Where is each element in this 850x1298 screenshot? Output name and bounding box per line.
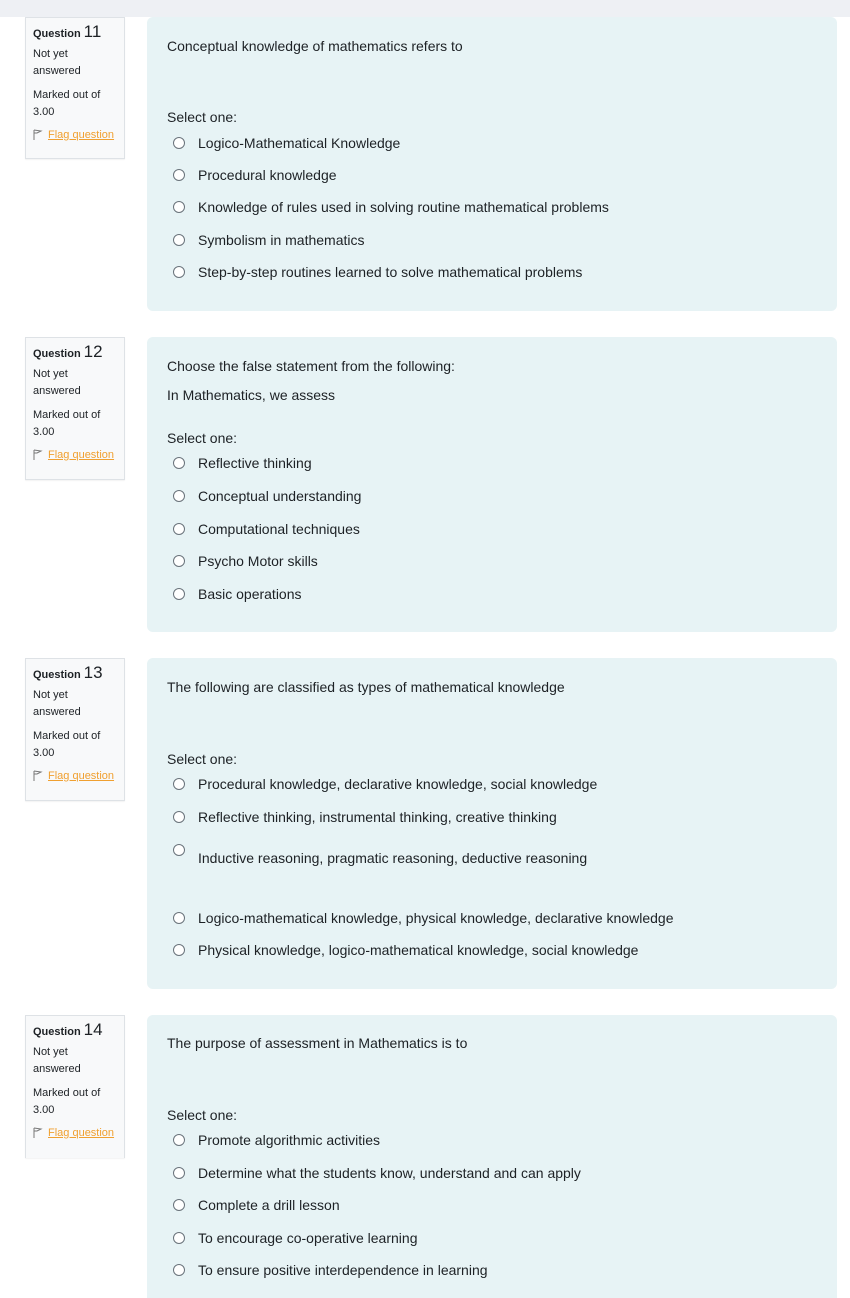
radio-button[interactable] (173, 811, 185, 823)
radio-button[interactable] (173, 944, 185, 956)
answer-option[interactable]: Procedural knowledge (173, 167, 337, 183)
flag-question[interactable] (33, 128, 117, 142)
answer-option[interactable]: Conceptual understanding (173, 488, 361, 504)
question-state: Not yet answered (33, 48, 81, 77)
answer-option[interactable]: To ensure positive interdependence in learning (173, 1262, 488, 1278)
answer-option[interactable]: Symbolism in mathematics (173, 232, 365, 248)
answer-option[interactable]: Logico-Mathematical Knowledge (173, 135, 400, 151)
answer-option[interactable]: Procedural knowledge, declarative knowledge, social knowledge (173, 776, 597, 792)
flag-question-link[interactable]: Flag question (48, 1127, 115, 1139)
select-one-prompt: Select one: (167, 109, 238, 125)
answer-option[interactable]: Reflective thinking, instrumental thinking, creative thinking (173, 809, 557, 825)
select-one-prompt: Select one: (167, 430, 238, 446)
flag-icon (33, 129, 43, 141)
question-text: Conceptual knowledge of mathematics refers to (167, 38, 463, 54)
radio-button[interactable] (173, 912, 185, 924)
radio-button[interactable] (173, 1134, 185, 1146)
answer-option[interactable]: Computational techniques (173, 521, 360, 537)
answer-option[interactable]: Psycho Motor skills (173, 553, 318, 569)
radio-button[interactable] (173, 1199, 185, 1211)
flag-icon (33, 449, 43, 461)
answer-option[interactable]: Step-by-step routines learned to solve mathematical problems (173, 264, 582, 280)
answer-option[interactable]: Knowledge of rules used in solving routine mathematical problems (173, 199, 609, 215)
question-grade: Marked out of 3.00 (33, 730, 101, 759)
radio-button[interactable] (173, 588, 185, 600)
question-grade: Marked out of 3.00 (33, 89, 101, 118)
select-one-prompt: Select one: (167, 1107, 238, 1123)
answer-option[interactable]: Promote algorithmic activities (173, 1132, 380, 1148)
question-state: Not yet answered (33, 368, 81, 397)
question-state: Not yet answered (33, 689, 81, 718)
question-number: Question 14 (33, 1020, 103, 1039)
question-state: Not yet answered (33, 1046, 81, 1075)
question-content (147, 1015, 837, 1298)
question-subtext: In Mathematics, we assess (167, 387, 336, 403)
top-bar (0, 0, 850, 17)
question-grade: Marked out of 3.00 (33, 409, 101, 438)
radio-button[interactable] (173, 523, 185, 535)
radio-button[interactable] (173, 169, 185, 181)
question-info (25, 337, 125, 480)
question-number: Question 12 (33, 342, 103, 361)
radio-button[interactable] (173, 778, 185, 790)
question-info (25, 658, 125, 801)
answer-option[interactable]: Determine what the students know, understand and can apply (173, 1165, 581, 1181)
answer-option[interactable]: Inductive reasoning, pragmatic reasoning, deductive reasoning (173, 844, 587, 866)
select-one-prompt: Select one: (167, 751, 238, 767)
radio-button[interactable] (173, 137, 185, 149)
answer-option[interactable]: To encourage co-operative learning (173, 1230, 417, 1246)
radio-button[interactable] (173, 201, 185, 213)
radio-button[interactable] (173, 234, 185, 246)
answer-option[interactable]: Reflective thinking (173, 455, 312, 471)
radio-button[interactable] (173, 555, 185, 567)
radio-button[interactable] (173, 490, 185, 502)
radio-button[interactable] (173, 1264, 185, 1276)
flag-question-link[interactable]: Flag question (48, 129, 115, 141)
flag-question[interactable] (33, 1126, 117, 1140)
answer-option[interactable]: Logico-mathematical knowledge, physical knowledge, declarative knowledge (173, 910, 674, 926)
radio-button[interactable] (173, 844, 185, 856)
flag-icon (33, 1127, 43, 1139)
radio-button[interactable] (173, 457, 185, 469)
question-info (25, 1015, 125, 1158)
question-content (147, 17, 837, 311)
answer-option[interactable]: Physical knowledge, logico-mathematical knowledge, social knowledge (173, 942, 638, 958)
flag-icon (33, 770, 43, 782)
flag-question-link[interactable]: Flag question (48, 770, 115, 782)
question-info (25, 17, 125, 159)
answer-option[interactable]: Complete a drill lesson (173, 1197, 340, 1213)
radio-button[interactable] (173, 1167, 185, 1179)
question-number: Question 11 (33, 22, 102, 41)
answer-option[interactable]: Basic operations (173, 586, 302, 602)
radio-button[interactable] (173, 1232, 185, 1244)
question-text: The purpose of assessment in Mathematics is to (167, 1035, 468, 1051)
flag-question[interactable] (33, 448, 117, 462)
question-text: The following are classified as types of mathematical knowledge (167, 679, 565, 695)
radio-button[interactable] (173, 266, 185, 278)
question-grade: Marked out of 3.00 (33, 1087, 101, 1116)
question-number: Question 13 (33, 663, 103, 682)
question-text: Choose the false statement from the following: (167, 358, 455, 374)
flag-question[interactable] (33, 769, 117, 783)
question-content (147, 337, 837, 632)
question-content (147, 658, 837, 989)
flag-question-link[interactable]: Flag question (48, 449, 115, 461)
